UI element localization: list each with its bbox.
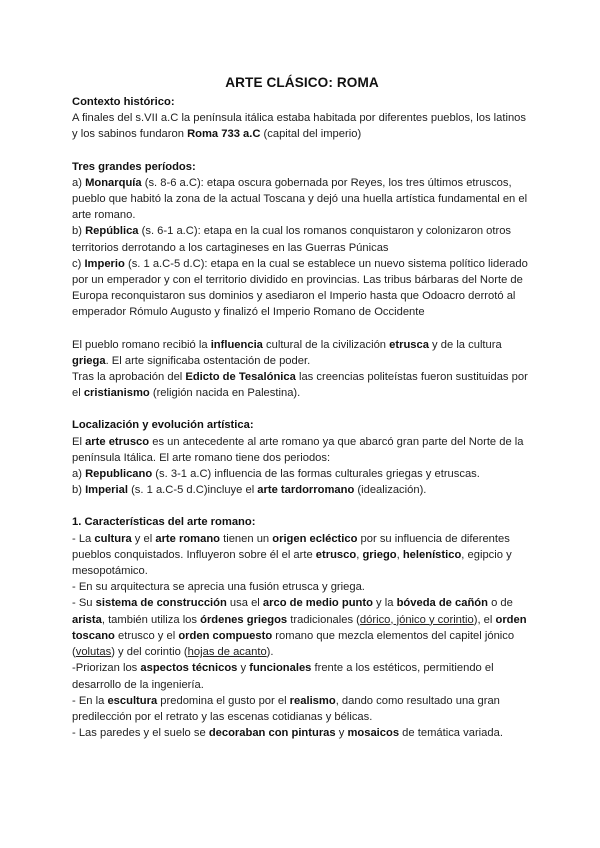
periodo-monarquia: a) Monarquía (s. 8-6 a.C): etapa oscura gobernada por Reyes, los tres últimos etruscos, pueblo que habitó la zona de la actual Toscana y dejó una huella artística fundamental en el arte romano.	[72, 176, 528, 222]
section-heading-periodos: Tres grandes períodos:	[72, 160, 196, 173]
paragraph-edicto: Tras la aprobación del Edicto de Tesalónica las creencias politeístas fueron sustituidas por el cristianismo (religión nacida en Palestina).	[72, 371, 528, 400]
section-heading-localizacion: Localización y evolución artística:	[72, 419, 254, 432]
list-item-arquitectura: - En su arquitectura se aprecia una fusión etrusca y griega.	[72, 581, 365, 594]
list-item-pinturas: - Las paredes y el suelo se decoraban con pinturas y mosaicos de temática variada.	[72, 727, 503, 740]
paragraph-influencia: El pueblo romano recibió la influencia cultural de la civilización etrusca y de la cultura griega. El arte significaba ostentación de poder.	[72, 338, 502, 367]
periodo-republicano: a) Republicano (s. 3-1 a.C) influencia de las formas culturales griegas y etruscas.	[72, 468, 480, 481]
section-heading-caracteristicas: 1. Características del arte romano:	[72, 516, 256, 529]
list-item-construccion: - Su sistema de construcción usa el arco de medio punto y la bóveda de cañón o de arista, también utiliza los órdenes griegos tradicionales (dórico, jónico y corintio), el orden toscano etrusco y el orden compuesto romano que mezcla elementos del capitel jónico (volutas) y del corintio (hojas de acanto).	[72, 597, 527, 659]
section-heading-contexto: Contexto histórico:	[72, 96, 175, 108]
page-title: ARTE CLÁSICO: ROMA	[225, 75, 379, 90]
paragraph-contexto: A finales del s.VII a.C la península itálica estaba habitada por diferentes pueblos, los latinos y los sabinos fundaron Roma 733 a.C (capital del imperio)	[72, 112, 526, 141]
periodo-imperio: c) Imperio (s. 1 a.C-5 d.C): etapa en la cual se establece un nuevo sistema político liderado por un emperador y con el territorio dividido en provincias. Las tribus bárbaras del Norte de Europa reconquistaron sus dominios y asediaron el Imperio hasta que Odoacro derrotó al emperador Rómulo Augusto y finalizó el Imperio Romano de Occidente	[72, 257, 528, 319]
periodo-republica: b) República (s. 6-1 a.C): etapa en la cual los romanos conquistaron y colonizaron otros territorios derrotando a los cartagineses en las Guerras Púnicas	[72, 225, 512, 254]
document-page	[72, 74, 532, 741]
list-item-tecnicos: -Priorizan los aspectos técnicos y funcionales frente a los estéticos, permitiendo el desarrollo de la ingeniería.	[72, 662, 494, 691]
periodo-imperial: b) Imperial (s. 1 a.C-5 d.C)incluye el arte tardorromano (idealización).	[72, 484, 427, 497]
paragraph-localizacion: El arte etrusco es un antecedente al arte romano ya que abarcó gran parte del Norte de la península Itálica. El arte romano tiene dos periodos:	[72, 435, 524, 464]
list-item-origen: - La cultura y el arte romano tienen un origen ecléctico por su influencia de diferentes pueblos conquistados. Influyeron sobre él el arte etrusco, griego, helenístico, egipcio y mesopotámico.	[72, 532, 512, 578]
list-item-escultura: - En la escultura predomina el gusto por el realismo, dando como resultado una gran predilección por el retrato y las escenas cotidianas y bélicas.	[72, 694, 500, 723]
